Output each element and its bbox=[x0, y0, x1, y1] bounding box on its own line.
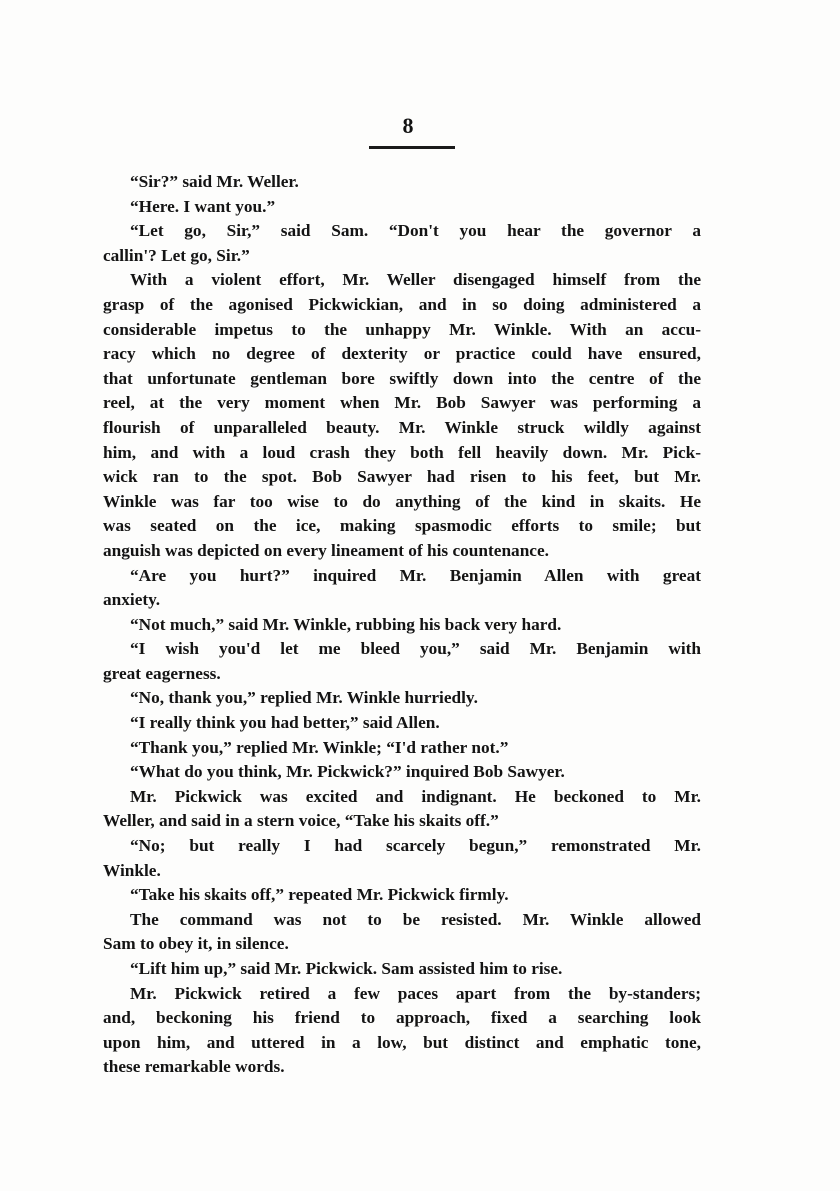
text-line: “Let go, Sir,” said Sam. “Don't you hear the governor a bbox=[130, 221, 701, 241]
text-line: With a violent effort, Mr. Weller disengaged himself from the bbox=[130, 270, 701, 290]
text-line: anxiety. bbox=[103, 590, 161, 610]
text-line: great eagerness. bbox=[103, 663, 221, 683]
text-line: “What do you think, Mr. Pickwick?” inquired Bob Sawyer. bbox=[130, 762, 565, 782]
text-line: him, and with a loud crash they both fell heavily down. Mr. Pick- bbox=[103, 442, 701, 462]
text-line: was seated on the ice, making spasmodic efforts to smile; but bbox=[103, 516, 701, 536]
text-line: wick ran to the spot. Bob Sawyer had risen to his feet, but Mr. bbox=[103, 467, 701, 487]
page-number: 8 bbox=[402, 113, 414, 138]
text-line: Sam to obey it, in silence. bbox=[103, 934, 289, 954]
text-line: “No, thank you,” replied Mr. Winkle hurriedly. bbox=[130, 688, 478, 708]
text-line: “Are you hurt?” inquired Mr. Benjamin Allen with great bbox=[130, 565, 701, 585]
text-line: considerable impetus to the unhappy Mr. Winkle. With an accu- bbox=[103, 319, 701, 339]
text-line: grasp of the agonised Pickwickian, and in so doing administered a bbox=[103, 294, 701, 314]
header-rule bbox=[369, 146, 455, 149]
text-line: these remarkable words. bbox=[103, 1057, 285, 1077]
text-line: anguish was depicted on every lineament of his countenance. bbox=[103, 540, 549, 560]
text-line: “Not much,” said Mr. Winkle, rubbing his back very hard. bbox=[130, 614, 562, 634]
text-line: Weller, and said in a stern voice, “Take his skaits off.” bbox=[103, 811, 499, 831]
text-line: The command was not to be resisted. Mr. Winkle allowed bbox=[130, 909, 701, 929]
text-line: “Here. I want you.” bbox=[130, 196, 276, 216]
text-line: upon him, and uttered in a low, but distinct and emphatic tone, bbox=[103, 1032, 701, 1052]
text-line: racy which no degree of dexterity or practice could have ensured, bbox=[103, 344, 701, 364]
text-line: Winkle was far too wise to do anything of the kind in skaits. He bbox=[103, 491, 701, 511]
text-line: “Sir?” said Mr. Weller. bbox=[130, 172, 299, 191]
text-line: “No; but really I had scarcely begun,” remonstrated Mr. bbox=[130, 836, 701, 856]
text-line: “Lift him up,” said Mr. Pickwick. Sam assisted him to rise. bbox=[130, 959, 563, 978]
text-line: Mr. Pickwick retired a few paces apart from the by-standers; bbox=[130, 983, 701, 1003]
body-text bbox=[103, 170, 701, 1080]
text-line: “I really think you had better,” said Allen. bbox=[130, 713, 440, 733]
text-line: and, beckoning his friend to approach, fixed a searching look bbox=[103, 1008, 701, 1028]
text-line: Mr. Pickwick was excited and indignant. He beckoned to Mr. bbox=[130, 786, 701, 806]
text-line: reel, at the very moment when Mr. Bob Sawyer was performing a bbox=[103, 393, 701, 413]
text-line: “I wish you'd let me bleed you,” said Mr. Benjamin with bbox=[130, 639, 701, 659]
text-line: “Take his skaits off,” repeated Mr. Pickwick firmly. bbox=[130, 885, 509, 905]
text-line: Winkle. bbox=[103, 860, 161, 880]
text-line: “Thank you,” replied Mr. Winkle; “I'd rather not.” bbox=[130, 737, 509, 757]
text-line: that unfortunate gentleman bore swiftly down into the centre of the bbox=[103, 368, 701, 388]
text-line: flourish of unparalleled beauty. Mr. Winkle struck wildly against bbox=[103, 417, 701, 437]
text-line: callin'? Let go, Sir.” bbox=[103, 245, 250, 265]
